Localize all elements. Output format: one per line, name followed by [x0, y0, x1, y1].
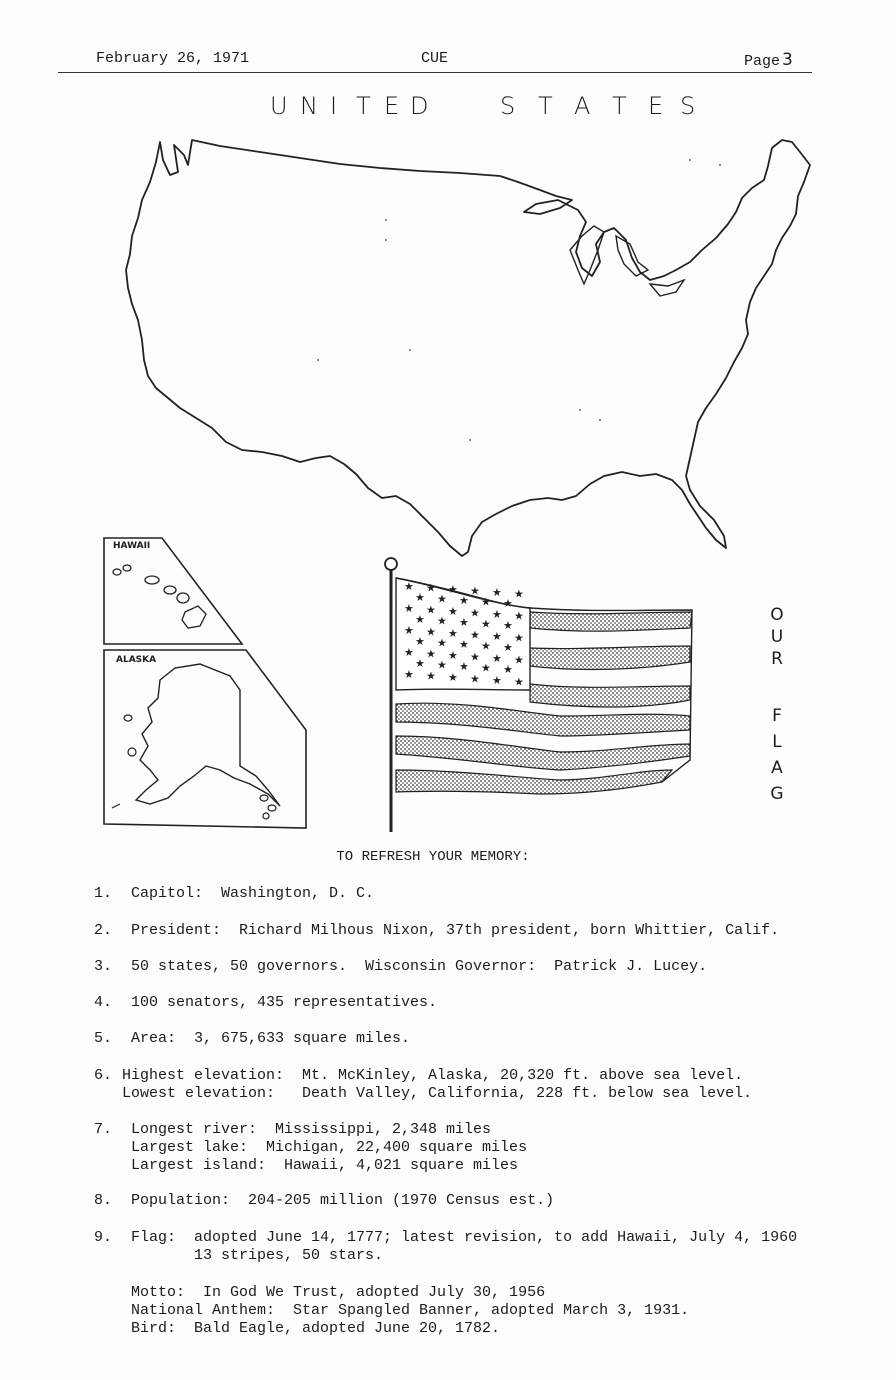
flag-star-icon: ★ [437, 658, 447, 672]
flag-star-icon: ★ [404, 624, 414, 637]
flag-label-letter: F [772, 706, 782, 726]
flag-star-icon: ★ [426, 647, 436, 661]
fact-number: 2. [94, 922, 113, 939]
title-letter: E [648, 92, 664, 120]
flag-star-icon: ★ [470, 606, 480, 620]
flag-star-icon: ★ [415, 635, 425, 648]
title-letter: T [356, 92, 371, 120]
fact-item [94, 958, 707, 976]
flag-star-icon: ★ [459, 594, 469, 607]
fact-number: 5. [94, 1030, 113, 1047]
flag-star-icon: ★ [426, 603, 436, 617]
flag-star-icon: ★ [514, 653, 524, 667]
flag-star-icon: ★ [470, 672, 480, 686]
title-letter: S [680, 92, 696, 120]
flag-star-icon: ★ [503, 641, 513, 654]
title-letter: T [538, 92, 553, 120]
flag-star-icon: ★ [492, 630, 502, 643]
flag-label-letter: L [772, 732, 782, 752]
fact-text: Longest river: Mississippi, 2,348 miles [131, 1121, 492, 1138]
flag-star-icon: ★ [426, 669, 436, 683]
flag-star-icon: ★ [470, 584, 480, 598]
fact-text: Population: 204-205 million (1970 Census est.) [131, 1192, 555, 1209]
state-markings [317, 159, 721, 441]
fact-item [94, 1192, 554, 1210]
fact-item [94, 922, 779, 940]
fact-text: Flag: adopted June 14, 1777; latest revision, to add Hawaii, July 4, 1960 [131, 1229, 798, 1246]
flag-star-icon: ★ [514, 587, 524, 601]
great-lakes-outline [570, 226, 684, 296]
fact-item [94, 1067, 752, 1103]
flag-star-icon: ★ [437, 614, 447, 628]
flag-label-letter: G [770, 784, 784, 804]
flag-star-icon: ★ [426, 625, 436, 639]
flag-star-icon: ★ [503, 619, 513, 632]
flag-star-icon: ★ [503, 663, 513, 676]
flag-star-icon: ★ [481, 617, 491, 631]
issue-date: February 26, 1971 [96, 50, 250, 67]
flag-label-letter: O [770, 605, 784, 625]
fact-number: 1. [94, 885, 113, 902]
hawaii-label: HAWAII [113, 541, 151, 551]
fact-text: Area: 3, 675,633 square miles. [131, 1030, 411, 1047]
flag-star-icon: ★ [448, 649, 458, 662]
flag-star-icon: ★ [492, 652, 502, 665]
motto-line: Motto: In God We Trust, adopted July 30, 1956 [131, 1284, 546, 1301]
refresh-heading: TO REFRESH YOUR MEMORY: [336, 849, 530, 865]
title-letter: A [574, 92, 591, 120]
flag-star-icon: ★ [503, 597, 513, 610]
hawaii-inset [104, 538, 242, 644]
title-letter: S [500, 92, 516, 120]
flag-star-icon: ★ [459, 660, 469, 673]
flag-star-icon: ★ [459, 616, 469, 629]
fact-number: 4. [94, 994, 113, 1011]
flag-star-icon: ★ [514, 675, 524, 689]
flag-star-icon: ★ [415, 613, 425, 626]
us-flag-drawing [385, 558, 692, 832]
flag-star-icon: ★ [437, 592, 447, 606]
flag-star-icon: ★ [415, 657, 425, 670]
fact-item [94, 1229, 797, 1265]
page-number: 3 [782, 50, 793, 70]
publication-name: CUE [421, 50, 449, 67]
fact-number: 7. [94, 1121, 113, 1138]
flag-star-icon: ★ [448, 627, 458, 640]
flag-star-icon: ★ [481, 661, 491, 675]
flag-star-icon: ★ [492, 586, 502, 599]
fact-text: Capitol: Washington, D. C. [131, 885, 375, 902]
fact-number: 9. [94, 1229, 113, 1246]
flag-star-icon: ★ [492, 608, 502, 621]
flag-star-icon: ★ [448, 671, 458, 684]
flag-star-icon: ★ [481, 639, 491, 653]
title-letter: N [300, 92, 318, 120]
title-letter: T [612, 92, 627, 120]
alaska-inset [104, 650, 306, 828]
title-letter: U [270, 92, 288, 120]
flag-star-icon: ★ [437, 636, 447, 650]
fact-text: Largest lake: Michigan, 22,400 square miles [131, 1139, 528, 1156]
fact-number: 3. [94, 958, 113, 975]
fact-number: 6. [94, 1067, 113, 1084]
fact-item [94, 1030, 410, 1048]
fact-item [94, 1121, 527, 1175]
flag-star-icon: ★ [415, 591, 425, 604]
flag-star-icon: ★ [404, 646, 414, 659]
flag-star-icon: ★ [514, 609, 524, 623]
flag-star-icon: ★ [481, 595, 491, 609]
fact-item [94, 994, 437, 1012]
us-map-outline [126, 140, 810, 556]
flag-star-icon: ★ [514, 631, 524, 645]
title-letter: D [410, 92, 429, 120]
flag-label-letter: R [771, 649, 783, 669]
fact-text: 13 stripes, 50 stars. [131, 1247, 384, 1264]
bird-line: Bird: Bald Eagle, adopted June 20, 1782. [131, 1320, 501, 1337]
flag-star-icon: ★ [459, 638, 469, 651]
title-letter: I [330, 92, 338, 120]
page-label: Page [744, 53, 781, 70]
flag-star-icon: ★ [492, 674, 502, 687]
flag-label-letter: U [770, 627, 784, 647]
anthem-line: National Anthem: Star Spangled Banner, adopted March 3, 1931. [131, 1302, 690, 1319]
fact-text: Largest island: Hawaii, 4,021 square miles [131, 1157, 519, 1174]
flag-star-icon: ★ [448, 583, 458, 596]
flag-star-icon: ★ [404, 602, 414, 615]
fact-number: 8. [94, 1192, 113, 1209]
fact-text: President: Richard Milhous Nixon, 37th president, born Whittier, Calif. [131, 922, 780, 939]
flag-star-icon: ★ [404, 668, 414, 681]
fact-text: Lowest elevation: Death Valley, California, 228 ft. below sea level. [122, 1085, 753, 1102]
flag-label-letter: A [771, 758, 783, 778]
fact-text: 100 senators, 435 representatives. [131, 994, 438, 1011]
flag-star-icon: ★ [426, 581, 436, 595]
flag-star-icon: ★ [470, 628, 480, 642]
fact-item [94, 885, 374, 903]
flag-star-icon: ★ [470, 650, 480, 664]
title-letter: E [384, 92, 400, 120]
flag-star-icon: ★ [448, 605, 458, 618]
flag-star-icon: ★ [404, 580, 414, 593]
alaska-label: ALASKA [116, 655, 157, 665]
fact-text: 50 states, 50 governors. Wisconsin Governor: Patrick J. Lucey. [131, 958, 708, 975]
fact-text: Highest elevation: Mt. McKinley, Alaska, 20,320 ft. above sea level. [122, 1067, 744, 1084]
